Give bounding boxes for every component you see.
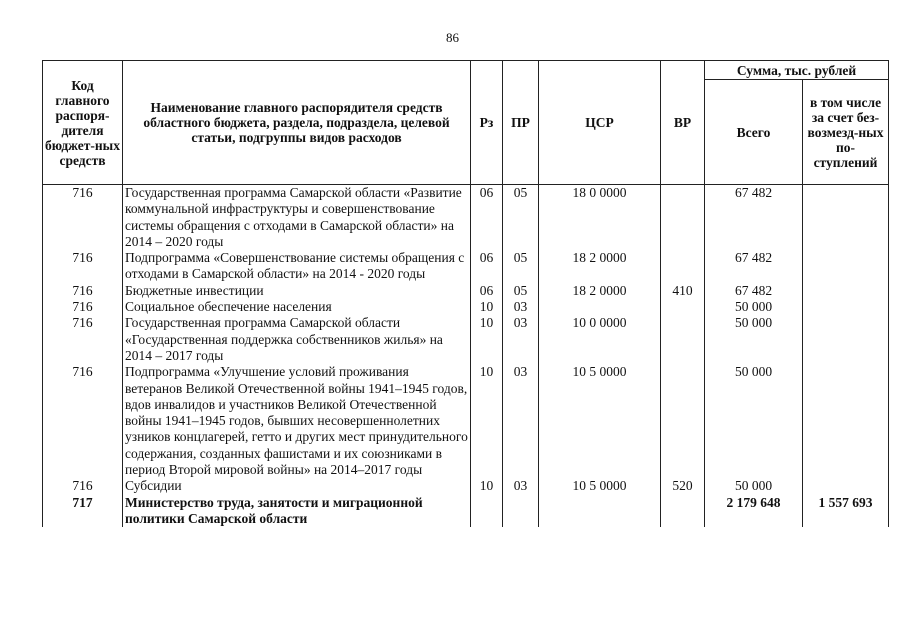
cell-code: 716 [43, 250, 123, 283]
cell-csr [539, 299, 661, 315]
cell-name: Социальное обеспечение населения [123, 299, 471, 315]
cell-vr [661, 299, 705, 315]
cell-pr: 05 [503, 185, 539, 251]
cell-rz: 06 [471, 185, 503, 251]
table-body [43, 185, 889, 528]
cell-code: 716 [43, 315, 123, 364]
cell-total: 50 000 [705, 315, 803, 364]
cell-csr: 18 0 0000 [539, 185, 661, 251]
cell-free [803, 478, 889, 494]
budget-table [42, 60, 889, 527]
header-name: Наименование главного распорядителя средств областного бюджета, раздела, подраздела, целевой статьи, подгруппы видов расходов [123, 61, 471, 185]
cell-name: Государственная программа Самарской области «Развитие коммунальной инфраструктуры и совершенствование системы обращения с отходами в Самарской области» на 2014 – 2020 годы [123, 185, 471, 251]
cell-csr [539, 495, 661, 528]
cell-csr: 10 5 0000 [539, 364, 661, 478]
cell-pr [503, 495, 539, 528]
cell-name: Бюджетные инвестиции [123, 283, 471, 299]
cell-name: Подпрограмма «Совершенствование системы обращения с отходами в Самарской области» на 2014 - 2020 годы [123, 250, 471, 283]
cell-total: 50 000 [705, 299, 803, 315]
cell-free: 1 557 693 [803, 495, 889, 528]
cell-pr: 05 [503, 250, 539, 283]
cell-rz: 06 [471, 283, 503, 299]
cell-csr: 10 5 0000 [539, 478, 661, 494]
table-row [43, 364, 889, 478]
cell-vr: 410 [661, 283, 705, 299]
cell-code: 716 [43, 478, 123, 494]
cell-pr: 03 [503, 364, 539, 478]
cell-rz: 10 [471, 478, 503, 494]
cell-total: 67 482 [705, 250, 803, 283]
cell-rz: 10 [471, 299, 503, 315]
cell-name: Субсидии [123, 478, 471, 494]
cell-code: 716 [43, 185, 123, 251]
cell-code: 716 [43, 299, 123, 315]
header-free: в том числе за счет без-возмезд-ных по-ступлений [803, 80, 889, 185]
cell-code: 717 [43, 495, 123, 528]
header-total: Всего [705, 80, 803, 185]
cell-total: 67 482 [705, 185, 803, 251]
cell-vr [661, 250, 705, 283]
cell-total: 67 482 [705, 283, 803, 299]
cell-total: 2 179 648 [705, 495, 803, 528]
cell-total: 50 000 [705, 478, 803, 494]
table-row [43, 185, 889, 251]
header-code: Код главного распоря-дителя бюджет-ных средств [43, 61, 123, 185]
header-rz: Рз [471, 61, 503, 185]
table-row [43, 299, 889, 315]
cell-csr: 18 2 0000 [539, 283, 661, 299]
cell-total: 50 000 [705, 364, 803, 478]
cell-free [803, 250, 889, 283]
cell-vr [661, 185, 705, 251]
table-row [43, 478, 889, 494]
table-header [43, 61, 889, 185]
header-sum: Сумма, тыс. рублей [705, 61, 889, 80]
cell-free [803, 315, 889, 364]
cell-rz: 10 [471, 315, 503, 364]
cell-free [803, 364, 889, 478]
page-number: 86 [446, 30, 459, 45]
table-row [43, 283, 889, 299]
cell-name: Государственная программа Самарской области «Государственная поддержка собственников жилья» на 2014 – 2017 годы [123, 315, 471, 364]
cell-pr: 03 [503, 299, 539, 315]
cell-free [803, 299, 889, 315]
cell-name: Министерство труда, занятости и миграционной политики Самарской области [123, 495, 471, 528]
header-vr: ВР [661, 61, 705, 185]
cell-code: 716 [43, 364, 123, 478]
cell-name: Подпрограмма «Улучшение условий проживания ветеранов Великой Отечественной войны 1941–1945 годов, вдов инвалидов и участников Великой Отечественной войны 1941–1945 годов, бывших несовершеннолетних узников концлагерей, гетто и других мест принудительного содержания, созданных фашистами и их союзниками в период Второй мировой войны» на 2014–2017 годы [123, 364, 471, 478]
cell-vr [661, 364, 705, 478]
cell-pr: 03 [503, 478, 539, 494]
header-pr: ПР [503, 61, 539, 185]
cell-pr: 05 [503, 283, 539, 299]
cell-csr: 18 2 0000 [539, 250, 661, 283]
cell-pr: 03 [503, 315, 539, 364]
header-csr: ЦСР [539, 61, 661, 185]
cell-rz [471, 495, 503, 528]
cell-free [803, 283, 889, 299]
cell-vr: 520 [661, 478, 705, 494]
cell-free [803, 185, 889, 251]
cell-rz: 06 [471, 250, 503, 283]
cell-csr: 10 0 0000 [539, 315, 661, 364]
cell-vr [661, 315, 705, 364]
cell-code: 716 [43, 283, 123, 299]
cell-rz: 10 [471, 364, 503, 478]
table-row [43, 250, 889, 283]
table-row [43, 315, 889, 364]
table-row [43, 495, 889, 528]
cell-vr [661, 495, 705, 528]
